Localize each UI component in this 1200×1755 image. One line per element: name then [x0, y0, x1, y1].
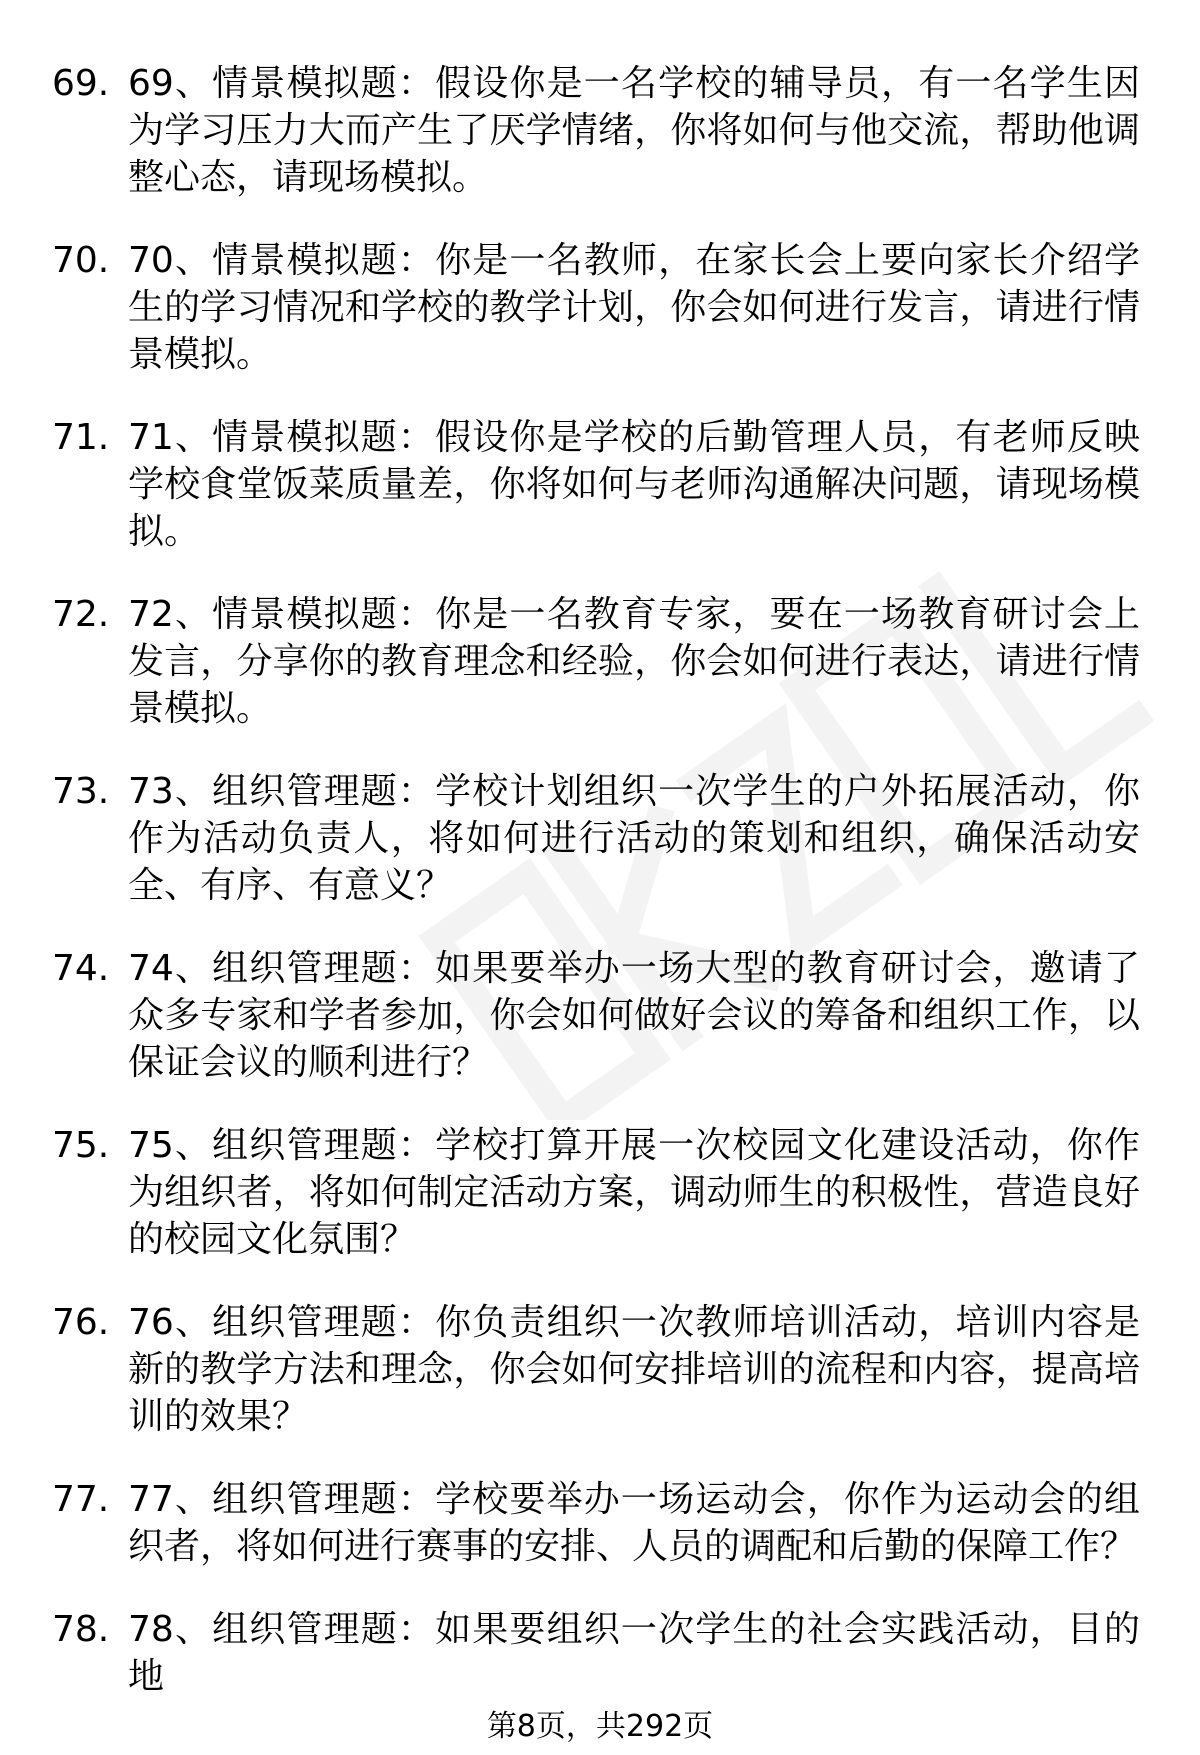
- item-number: 71.: [52, 417, 110, 458]
- item-number: 77.: [52, 1479, 110, 1520]
- item-text: 71、情景模拟题：假设你是学校的后勤管理人员，有老师反映学校食堂饭菜质量差，你将如何与老师沟通解决问题，请现场模拟。: [128, 417, 1140, 552]
- item-text: 69、情景模拟题：假设你是一名学校的辅导员，有一名学生因为学习压力大而产生了厌学情绪，你将如何与他交流，帮助他调整心态，请现场模拟。: [128, 63, 1140, 198]
- list-item: [0, 1122, 1200, 1263]
- list-item: [0, 1299, 1200, 1440]
- item-text: 77、组织管理题：学校要举办一场运动会，你作为运动会的组织者，将如何进行赛事的安排、人员的调配和后勤的保障工作？: [128, 1479, 1140, 1567]
- item-text: 73、组织管理题：学校计划组织一次学生的户外拓展活动，你作为活动负责人，将如何进行活动的策划和组织，确保活动安全、有序、有意义？: [128, 771, 1140, 906]
- item-text: 78、组织管理题：如果要组织一次学生的社会实践活动，目的地: [128, 1609, 1140, 1697]
- list-item: [0, 237, 1200, 378]
- item-text: 74、组织管理题：如果要举办一场大型的教育研讨会，邀请了众多专家和学者参加，你会如何做好会议的筹备和组织工作，以保证会议的顺利进行？: [128, 948, 1140, 1083]
- item-text: 70、情景模拟题：你是一名教师，在家长会上要向家长介绍学生的学习情况和学校的教学计划，你会如何进行发言，请进行情景模拟。: [128, 240, 1140, 375]
- item-number: 73.: [52, 771, 110, 812]
- list-item: [0, 945, 1200, 1086]
- page-footer: 第8页，共292页: [486, 1709, 714, 1744]
- list-item: [0, 60, 1200, 201]
- item-text: 76、组织管理题：你负责组织一次教师培训活动，培训内容是新的教学方法和理念，你会如何安排培训的流程和内容，提高培训的效果？: [128, 1302, 1140, 1437]
- question-list: [0, 60, 1200, 1736]
- list-item: [0, 1476, 1200, 1570]
- item-number: 70.: [52, 240, 110, 281]
- item-number: 69.: [52, 63, 110, 104]
- item-number: 74.: [52, 948, 110, 989]
- list-item: [0, 414, 1200, 555]
- item-number: 72.: [52, 594, 110, 635]
- item-number: 76.: [52, 1302, 110, 1343]
- list-item: [0, 1606, 1200, 1700]
- item-number: 75.: [52, 1125, 110, 1166]
- item-text: 72、情景模拟题：你是一名教育专家，要在一场教育研讨会上发言，分享你的教育理念和经验，你会如何进行表达，请进行情景模拟。: [128, 594, 1140, 729]
- item-text: 75、组织管理题：学校打算开展一次校园文化建设活动，你作为组织者，将如何制定活动方案，调动师生的积极性，营造良好的校园文化氛围？: [128, 1125, 1140, 1260]
- item-number: 78.: [52, 1609, 110, 1650]
- list-item: [0, 591, 1200, 732]
- list-item: [0, 768, 1200, 909]
